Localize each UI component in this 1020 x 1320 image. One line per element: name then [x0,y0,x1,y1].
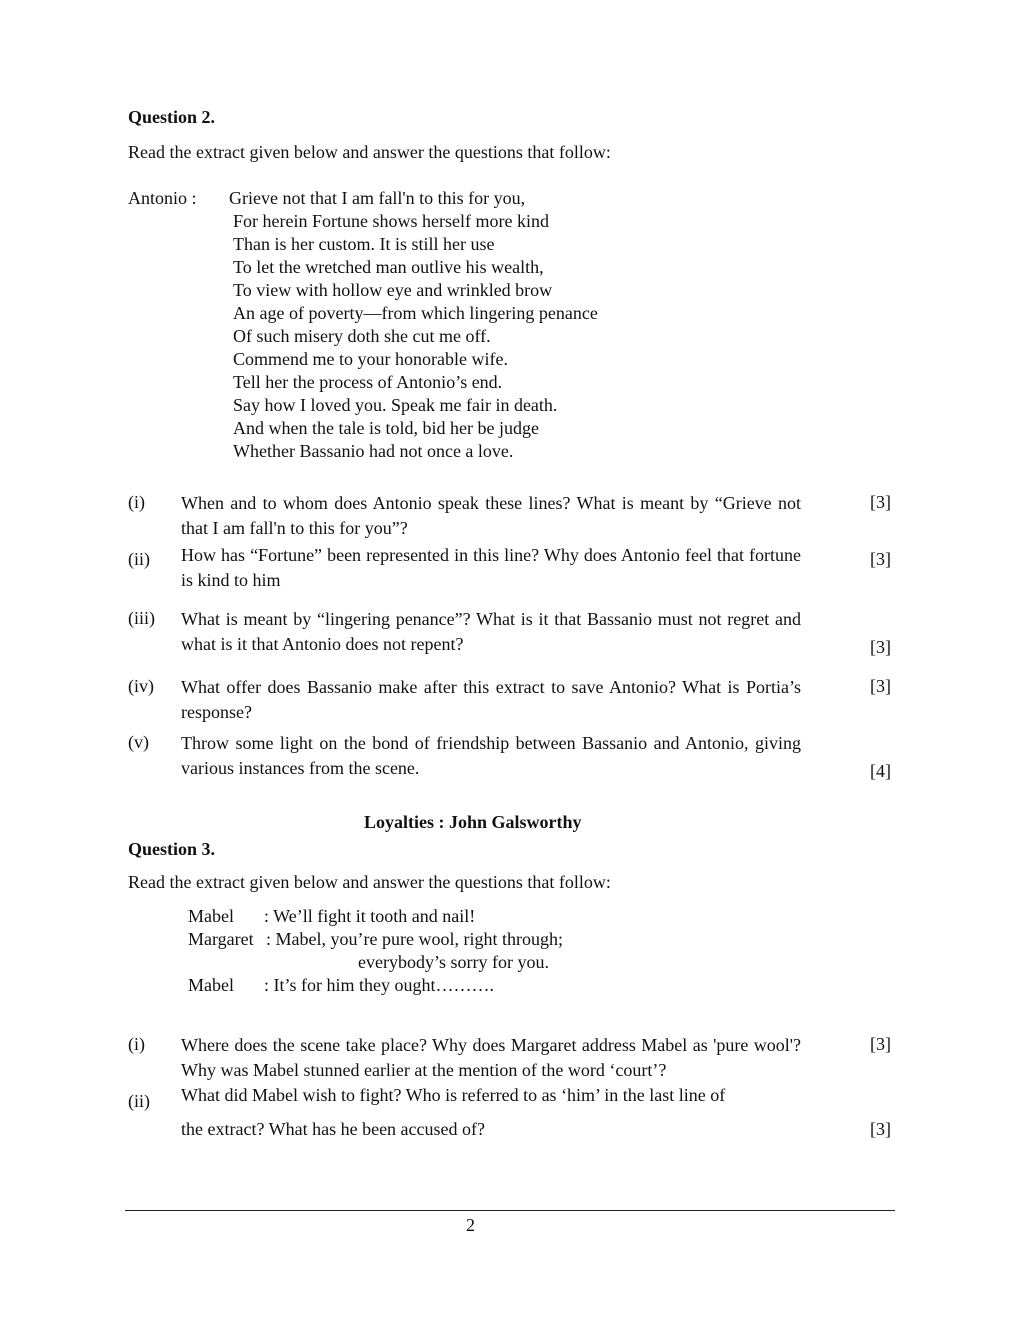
dialogue-line: : Mabel, you’re pure wool, right through; [266,929,563,949]
speaker-antonio: Antonio : [128,188,197,208]
question-3-heading: Question 3. [128,839,216,859]
extract-line: Tell her the process of Antonio’s end. [233,372,503,392]
extract-line: Grieve not that I am fall'n to this for you, [229,188,526,208]
extract-line: Commend me to your honorable wife. [233,349,508,369]
question-number: (ii) [128,1091,150,1111]
extract-line: To view with hollow eye and wrinkled brow [233,280,553,300]
extract-line: Say how I loved you. Speak me fair in death. [233,395,558,415]
dialogue-line: everybody’s sorry for you. [358,952,549,972]
question-marks: [3] [870,637,891,657]
question-text: What did Mabel wish to fight? Who is referred to as ‘him’ in the last line of [181,1085,726,1105]
question-marks: [3] [870,549,891,569]
extract-line: To let the wretched man outlive his wealth, [233,257,544,277]
question-2-heading: Question 2. [128,107,216,127]
extract-line: Than is her custom. It is still her use [233,234,495,254]
question-2-instruction: Read the extract given below and answer the questions that follow: [128,142,611,162]
question-3-instruction: Read the extract given below and answer the questions that follow: [128,872,611,892]
dialogue-line: : We’ll fight it tooth and nail! [264,906,476,926]
question-text: the extract? What has he been accused of? [181,1119,486,1139]
extract-line: And when the tale is told, bid her be judge [233,418,539,438]
question-number: (iii) [128,608,155,628]
question-text: How has “Fortune” been represented in this line? Why does Antonio feel that fortune is kind to him [181,545,801,590]
extract-line: Whether Bassanio had not once a love. [233,441,514,461]
question-marks: [3] [870,676,891,696]
question-text: When and to whom does Antonio speak these lines? What is meant by “Grieve not that I am fall'n to this for you”? [181,493,801,538]
section-title: Loyalties : John Galsworthy [364,812,582,832]
dialogue-speaker: Margaret [188,929,254,949]
dialogue-speaker: Mabel [188,975,234,995]
question-text: Where does the scene take place? Why does Margaret address Mabel as 'pure wool'? Why was Mabel stunned earlier at the mention of the word ‘court’? [181,1035,801,1080]
question-text: Throw some light on the bond of friendship between Bassanio and Antonio, giving various instances from the scene. [181,733,801,778]
extract-line: Of such misery doth she cut me off. [233,326,491,346]
dialogue-speaker: Mabel [188,906,234,926]
question-marks: [3] [870,1034,891,1054]
question-text: What is meant by “lingering penance”? What is it that Bassanio must not regret and what is it that Antonio does not repent? [181,609,801,654]
question-number: (i) [128,1034,145,1054]
extract-line: For herein Fortune shows herself more kind [233,211,549,231]
question-marks: [4] [870,761,891,781]
question-number: (i) [128,492,145,512]
footer-divider [125,1210,895,1211]
question-number: (iv) [128,676,154,696]
page-number: 2 [466,1215,475,1235]
dialogue-line: : It’s for him they ought………. [264,975,494,995]
question-number: (v) [128,732,149,752]
extract-line: An age of poverty—from which lingering penance [233,303,598,323]
question-number: (ii) [128,549,150,569]
question-text: What offer does Bassanio make after this extract to save Antonio? What is Portia’s response? [181,677,801,722]
question-marks: [3] [870,492,891,512]
question-marks: [3] [870,1119,891,1139]
